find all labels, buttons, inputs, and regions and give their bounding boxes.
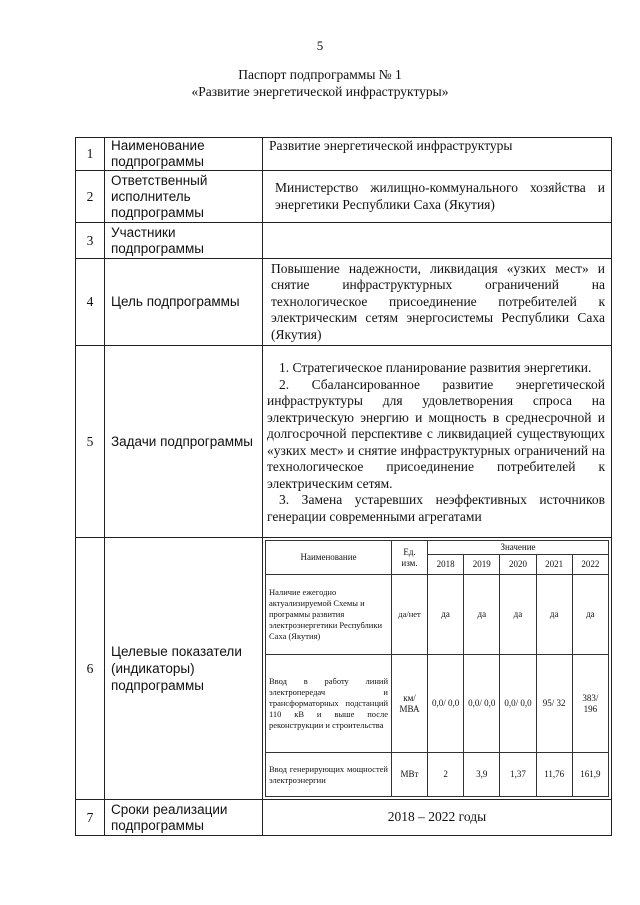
passport-table [75,137,612,836]
table-row [76,538,612,800]
row-value [263,223,612,259]
task-item: 1. Стратегическое планирование развития энергетики. [279,360,592,375]
title-line-1: Паспорт подпрограммы № 1 [238,67,402,82]
indicator-name: Ввод в работу линий электропередач и трансформаторных подстанций 110 кВ и выше после реконструкции и строительства [266,655,392,753]
table-row [76,346,612,538]
indicators-cell [263,538,612,800]
table-row [76,138,612,171]
indicator-value: 1,37 [500,753,536,797]
document-title [0,66,640,100]
header-value: Значение [428,541,609,555]
indicators-table [265,540,609,797]
year-header: 2020 [500,555,536,575]
row-label: Наименование подпрограммы [105,138,263,171]
header-unit: Ед. изм. [392,541,428,575]
indicator-value: 0,0/ 0,0 [428,655,464,753]
indicator-row [266,753,609,797]
row-value: Министерство жилищно-коммунального хозяйства и энергетики Республики Саха (Якутия) [263,171,612,223]
year-header: 2018 [428,555,464,575]
indicator-value: 11,76 [536,753,572,797]
indicator-value: 2 [428,753,464,797]
table-row [76,800,612,836]
row-number: 7 [76,800,105,836]
indicator-value: 0,0/ 0,0 [500,655,536,753]
indicator-row [266,655,609,753]
indicator-value: да [428,575,464,655]
row-label: Цель подпрограммы [105,259,263,346]
table-row [76,171,612,223]
indicator-row [266,575,609,655]
indicator-unit: МВт [392,753,428,797]
page-number: 5 [316,38,324,53]
row-value: 2018 – 2022 годы [263,800,612,836]
table-row [76,223,612,259]
indicator-value: 3,9 [464,753,500,797]
year-header: 2021 [536,555,572,575]
indicator-name: Наличие ежегодно актуализируемой Схемы и программы развития электроэнергетики Республики Саха (Якутия) [266,575,392,655]
row-number: 5 [76,346,105,538]
row-number: 6 [76,538,105,800]
year-header: 2019 [464,555,500,575]
row-label: Задачи подпрограммы [105,346,263,538]
task-item: 2. Сбалансированное развитие энергетической инфраструктуры для удовлетворения спроса на электрическую энергию и мощность в среднесрочной и долгосрочной перспективе с ликвидацией существующих «узких мест» и снятие инфраструктурных ограничений на технологическое присоединение потребителей к электрическим сетям. [267,376,605,491]
indicator-value: 161,9 [572,753,608,797]
indicator-unit: да/нет [392,575,428,655]
table-row [76,259,612,346]
indicator-unit: км/ МВА [392,655,428,753]
indicator-value: да [572,575,608,655]
row-value: Развитие энергетической инфраструктуры [263,138,612,171]
row-label: Ответственный исполнитель подпрограммы [105,171,263,223]
task-item: 3. Замена устаревших неэффективных источников генерации современными агрегатами [267,492,605,524]
indicator-name: Ввод генерирующих мощностей электроэнергии [266,753,392,797]
row-label: Целевые показатели (индикаторы) подпрограммы [105,538,263,800]
row-number: 3 [76,223,105,259]
indicator-value: да [500,575,536,655]
row-label: Участники подпрограммы [105,223,263,259]
indicator-value: 383/ 196 [572,655,608,753]
row-label: Сроки реализации подпрограммы [105,800,263,836]
year-header: 2022 [572,555,608,575]
indicators-header-row [266,541,609,555]
indicator-value: 95/ 32 [536,655,572,753]
row-number: 2 [76,171,105,223]
indicator-value: да [536,575,572,655]
tasks-cell [263,346,612,538]
header-name: Наименование [266,541,392,575]
row-number: 4 [76,259,105,346]
title-line-2: «Развитие энергетической инфраструктуры» [191,84,449,99]
row-number: 1 [76,138,105,171]
row-value: Повышение надежности, ликвидация «узких мест» и снятие инфраструктурных ограничений на технологическое присоединение потребителей к электрическим сетям энергосистемы Республики Саха (Якутия) [263,259,612,346]
indicator-value: да [464,575,500,655]
indicator-value: 0,0/ 0,0 [464,655,500,753]
